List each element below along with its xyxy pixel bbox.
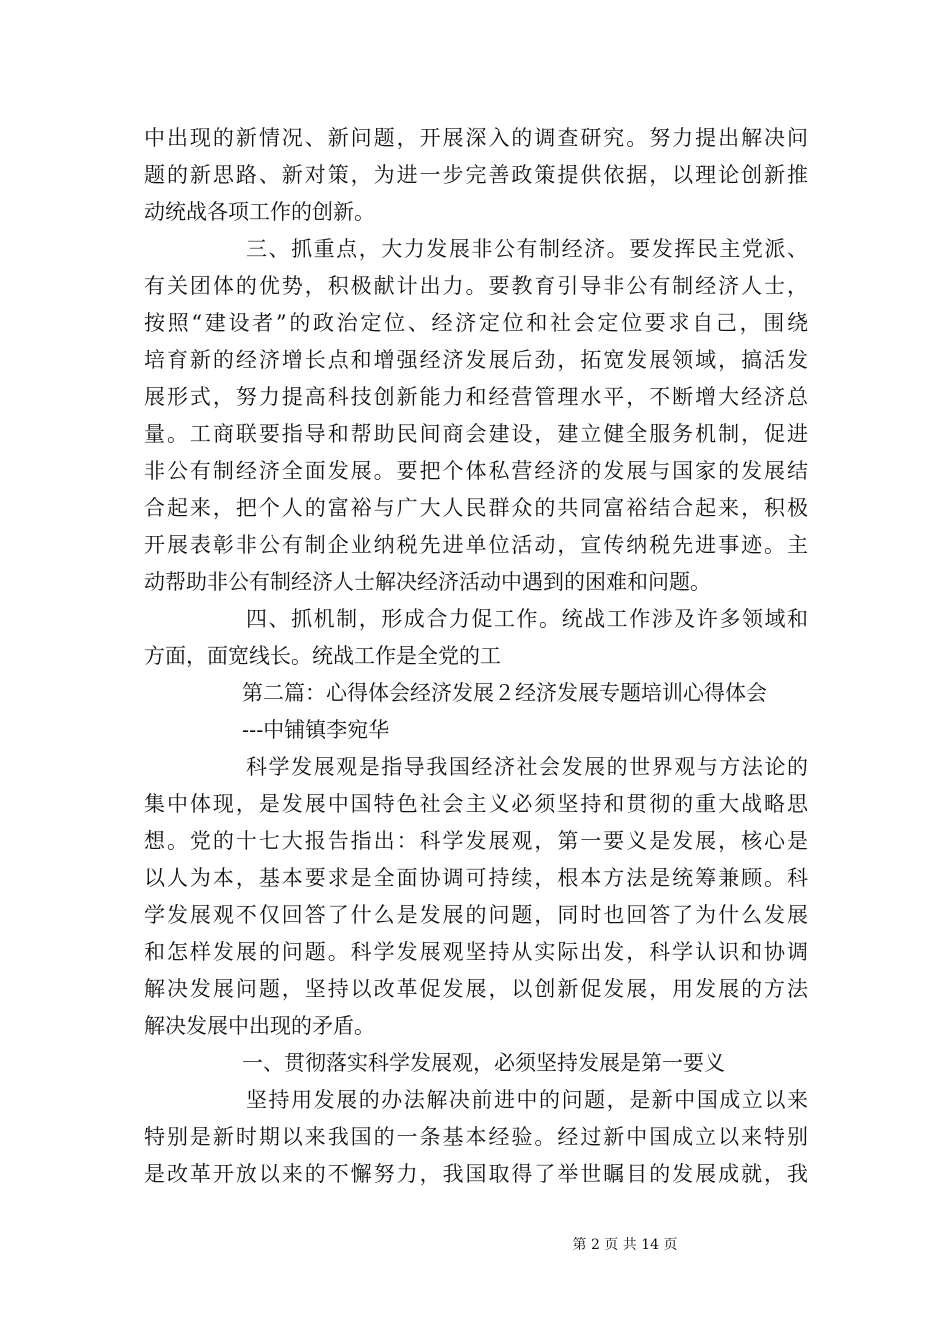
text-line: 三、抓重点，大力发展非公有制经济。要发挥民主党派、 xyxy=(246,237,808,261)
text-line: 解决发展问题，坚持以改革促发展，以创新促发展，用发展的方法 xyxy=(144,977,808,1001)
text-line: 有关团体的优势，积极献计出力。要教育引导非公有制经济人士， xyxy=(144,274,808,298)
article-author: ---中铺镇李宛华 xyxy=(242,718,390,742)
text-line: 量。工商联要指导和帮助民间商会建设，建立健全服务机制，促进 xyxy=(144,422,808,446)
text-line: 想。党的十七大报告指出：科学发展观，第一要义是发展，核心是 xyxy=(144,829,808,853)
text-line: 动统战各项工作的创新。 xyxy=(144,200,375,224)
section-three-paragraph xyxy=(144,231,808,601)
text-line: 培育新的经济增长点和增强经济发展后劲，拓宽发展领域，搞活发 xyxy=(144,348,808,372)
text-line: 按照“建设者”的政治定位、经济定位和社会定位要求自己，围绕 xyxy=(144,311,808,335)
intro-paragraph xyxy=(144,749,808,1045)
text-line: 解决发展中出现的矛盾。 xyxy=(144,1014,375,1038)
section-heading-one: 一、贯彻落实科学发展观，必须坚持发展是第一要义 xyxy=(242,1051,725,1075)
paragraph-continuation xyxy=(144,120,808,231)
text-line: 以人为本，基本要求是全面协调可持续，根本方法是统筹兼顾。科 xyxy=(144,866,808,890)
text-line: 科学发展观是指导我国经济社会发展的世界观与方法论的 xyxy=(246,755,808,779)
text-line: 坚持用发展的办法解决前进中的问题，是新中国成立以来 xyxy=(246,1088,808,1112)
final-paragraph xyxy=(144,1082,808,1193)
page-number-footer: 第 2 页 共 14 页 xyxy=(572,1237,678,1253)
text-line: 合起来，把个人的富裕与广大人民群众的共同富裕结合起来，积极 xyxy=(144,496,808,520)
text-line: 学发展观不仅回答了什么是发展的问题，同时也回答了为什么发展 xyxy=(144,903,808,927)
text-line: 集中体现，是发展中国特色社会主义必须坚持和贯彻的重大战略思 xyxy=(144,792,808,816)
text-line: 是改革开放以来的不懈努力，我国取得了举世瞩目的发展成就，我 xyxy=(144,1162,808,1186)
text-line: 开展表彰非公有制企业纳税先进单位活动，宣传纳税先进事迹。主 xyxy=(144,533,808,557)
text-line: 非公有制经济全面发展。要把个体私营经济的发展与国家的发展结 xyxy=(144,459,808,483)
text-line: 题的新思路、新对策，为进一步完善政策提供依据，以理论创新推 xyxy=(144,163,808,187)
text-line: 和怎样发展的问题。科学发展观坚持从实际出发，科学认识和协调 xyxy=(144,940,808,964)
text-line: 展形式，努力提高科技创新能力和经营管理水平，不断增大经济总 xyxy=(144,385,808,409)
text-line: 四、抓机制，形成合力促工作。统战工作涉及许多领域和 xyxy=(246,607,808,631)
section-four-paragraph xyxy=(144,601,808,675)
text-line: 特别是新时期以来我国的一条基本经验。经过新中国成立以来特别 xyxy=(144,1125,808,1149)
second-article-title: 第二篇：心得体会经济发展２经济发展专题培训心得体会 xyxy=(242,681,767,705)
text-line: 方面，面宽线长。统战工作是全党的工 xyxy=(144,644,501,668)
text-line: 中出现的新情况、新问题，开展深入的调查研究。努力提出解决问 xyxy=(144,126,808,150)
text-line: 动帮助非公有制经济人士解决经济活动中遇到的困难和问题。 xyxy=(144,570,711,594)
document-body xyxy=(144,120,808,1193)
